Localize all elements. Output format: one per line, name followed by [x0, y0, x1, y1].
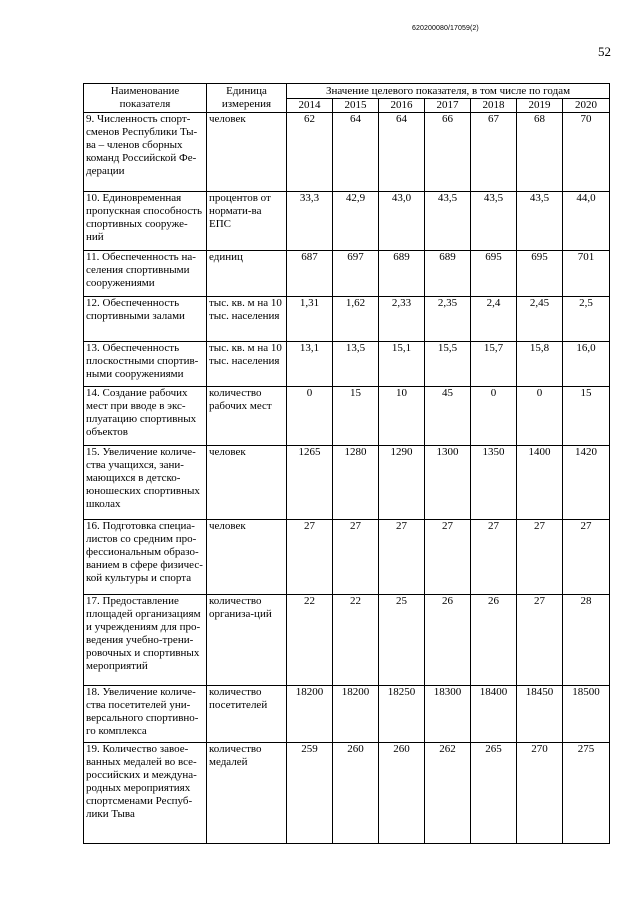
indicator-value: 697 — [333, 251, 379, 297]
indicator-value: 16,0 — [563, 342, 610, 387]
column-header-unit: Единица измерения — [207, 84, 287, 113]
indicator-value: 44,0 — [563, 192, 610, 251]
indicator-value: 2,5 — [563, 297, 610, 342]
indicator-value: 265 — [471, 743, 517, 844]
indicator-value: 260 — [379, 743, 425, 844]
indicator-value: 0 — [517, 387, 563, 446]
indicator-value: 689 — [379, 251, 425, 297]
indicator-name: 19. Количество завое-ванных медалей во все-российских и междуна-родных мероприятиях спортсменами Респуб-лики Тыва — [84, 743, 207, 844]
year-header: 2014 — [287, 99, 333, 113]
indicator-unit: человек — [207, 520, 287, 595]
indicator-value: 13,5 — [333, 342, 379, 387]
indicator-name: 11. Обеспеченность на-селения спортивными сооружениями — [84, 251, 207, 297]
year-header: 2017 — [425, 99, 471, 113]
indicator-value: 27 — [425, 520, 471, 595]
indicator-value: 0 — [287, 387, 333, 446]
indicator-value: 18300 — [425, 686, 471, 743]
indicator-value: 28 — [563, 595, 610, 686]
indicator-value: 18500 — [563, 686, 610, 743]
indicator-value: 695 — [517, 251, 563, 297]
indicator-value: 1,62 — [333, 297, 379, 342]
table-row — [84, 686, 610, 743]
indicator-value: 275 — [563, 743, 610, 844]
table-row — [84, 192, 610, 251]
indicator-unit: количество организа-ций — [207, 595, 287, 686]
page-number: 52 — [598, 44, 611, 59]
indicator-value: 27 — [517, 595, 563, 686]
indicator-value: 22 — [287, 595, 333, 686]
table-row — [84, 387, 610, 446]
indicator-value: 45 — [425, 387, 471, 446]
indicator-value: 1420 — [563, 446, 610, 520]
indicator-value: 2,45 — [517, 297, 563, 342]
indicator-value: 1290 — [379, 446, 425, 520]
indicator-value: 15,5 — [425, 342, 471, 387]
table-row — [84, 595, 610, 686]
indicator-value: 43,5 — [471, 192, 517, 251]
indicator-value: 18200 — [287, 686, 333, 743]
indicator-unit: тыс. кв. м на 10 тыс. населения — [207, 342, 287, 387]
indicator-name: 18. Увеличение количе-ства посетителей уни-версального спортивно-го комплекса — [84, 686, 207, 743]
indicator-value: 2,4 — [471, 297, 517, 342]
indicator-value: 43,5 — [517, 192, 563, 251]
indicator-value: 27 — [379, 520, 425, 595]
table-row — [84, 743, 610, 844]
indicator-unit: количество рабочих мест — [207, 387, 287, 446]
year-header: 2020 — [563, 99, 610, 113]
column-header-values: Значение целевого показателя, в том числе по годам — [287, 84, 610, 99]
table-row — [84, 520, 610, 595]
indicator-value: 687 — [287, 251, 333, 297]
indicator-value: 27 — [471, 520, 517, 595]
indicator-value: 27 — [333, 520, 379, 595]
table-row — [84, 297, 610, 342]
table-row — [84, 113, 610, 192]
indicator-value: 689 — [425, 251, 471, 297]
indicator-name: 10. Единовременная пропускная способность спортивных сооруже-ний — [84, 192, 207, 251]
indicator-value: 22 — [333, 595, 379, 686]
indicator-value: 70 — [563, 113, 610, 192]
indicator-unit: человек — [207, 446, 287, 520]
indicator-value: 66 — [425, 113, 471, 192]
table-row — [84, 251, 610, 297]
indicator-unit: единиц — [207, 251, 287, 297]
indicator-value: 27 — [563, 520, 610, 595]
indicator-value: 18200 — [333, 686, 379, 743]
indicator-unit: тыс. кв. м на 10 тыс. населения — [207, 297, 287, 342]
indicator-value: 64 — [333, 113, 379, 192]
indicator-value: 15 — [333, 387, 379, 446]
indicator-value: 260 — [333, 743, 379, 844]
indicator-value: 18400 — [471, 686, 517, 743]
indicator-value: 26 — [471, 595, 517, 686]
indicator-value: 2,33 — [379, 297, 425, 342]
indicator-unit: человек — [207, 113, 287, 192]
indicator-value: 0 — [471, 387, 517, 446]
target-indicators-table — [83, 83, 610, 844]
indicator-value: 18250 — [379, 686, 425, 743]
indicator-value: 67 — [471, 113, 517, 192]
indicator-value: 1400 — [517, 446, 563, 520]
indicator-value: 13,1 — [287, 342, 333, 387]
indicator-value: 27 — [517, 520, 563, 595]
indicator-value: 42,9 — [333, 192, 379, 251]
year-header: 2016 — [379, 99, 425, 113]
indicator-name: 12. Обеспеченность спортивными залами — [84, 297, 207, 342]
indicator-value: 27 — [287, 520, 333, 595]
indicator-value: 10 — [379, 387, 425, 446]
indicator-value: 1300 — [425, 446, 471, 520]
indicator-value: 262 — [425, 743, 471, 844]
table-body — [84, 113, 610, 844]
indicator-value: 15,8 — [517, 342, 563, 387]
indicator-value: 15,7 — [471, 342, 517, 387]
document-code: 620200080/17059(2) — [412, 25, 479, 32]
year-header: 2018 — [471, 99, 517, 113]
indicator-value: 1350 — [471, 446, 517, 520]
indicator-value: 695 — [471, 251, 517, 297]
year-header: 2019 — [517, 99, 563, 113]
indicator-value: 25 — [379, 595, 425, 686]
indicator-unit: количество медалей — [207, 743, 287, 844]
indicator-value: 270 — [517, 743, 563, 844]
indicator-unit: процентов от нормати-ва ЕПС — [207, 192, 287, 251]
indicator-unit: количество посетителей — [207, 686, 287, 743]
indicator-value: 1,31 — [287, 297, 333, 342]
indicator-value: 43,5 — [425, 192, 471, 251]
indicator-value: 259 — [287, 743, 333, 844]
indicator-value: 43,0 — [379, 192, 425, 251]
indicator-name: 13. Обеспеченность плоскостными спортив-ными сооружениями — [84, 342, 207, 387]
indicator-name: 9. Численность спорт-сменов Республики Ты-ва – членов сборных команд Российской Фе-дерации — [84, 113, 207, 192]
column-header-name: Наименование показателя — [84, 84, 207, 113]
indicator-value: 33,3 — [287, 192, 333, 251]
indicator-name: 17. Предоставление площадей организациям и учреждениям для про-ведения учебно-трени-ровочных и спортивных мероприятий — [84, 595, 207, 686]
table-row — [84, 446, 610, 520]
indicator-name: 14. Создание рабочих мест при вводе в экс-плуатацию спортивных объектов — [84, 387, 207, 446]
year-header: 2015 — [333, 99, 379, 113]
indicator-value: 1265 — [287, 446, 333, 520]
indicator-value: 26 — [425, 595, 471, 686]
indicator-value: 15,1 — [379, 342, 425, 387]
indicator-value: 701 — [563, 251, 610, 297]
indicator-value: 18450 — [517, 686, 563, 743]
table-row — [84, 342, 610, 387]
indicator-value: 68 — [517, 113, 563, 192]
indicator-value: 15 — [563, 387, 610, 446]
indicator-value: 62 — [287, 113, 333, 192]
indicator-value: 1280 — [333, 446, 379, 520]
indicator-name: 15. Увеличение количе-ства учащихся, зани-мающихся в детско-юношеских спортивных школах — [84, 446, 207, 520]
indicator-name: 16. Подготовка специа-листов со средним про-фессиональным образо-ванием в сфере физичес-кой культуры и спорта — [84, 520, 207, 595]
indicator-value: 2,35 — [425, 297, 471, 342]
indicator-value: 64 — [379, 113, 425, 192]
